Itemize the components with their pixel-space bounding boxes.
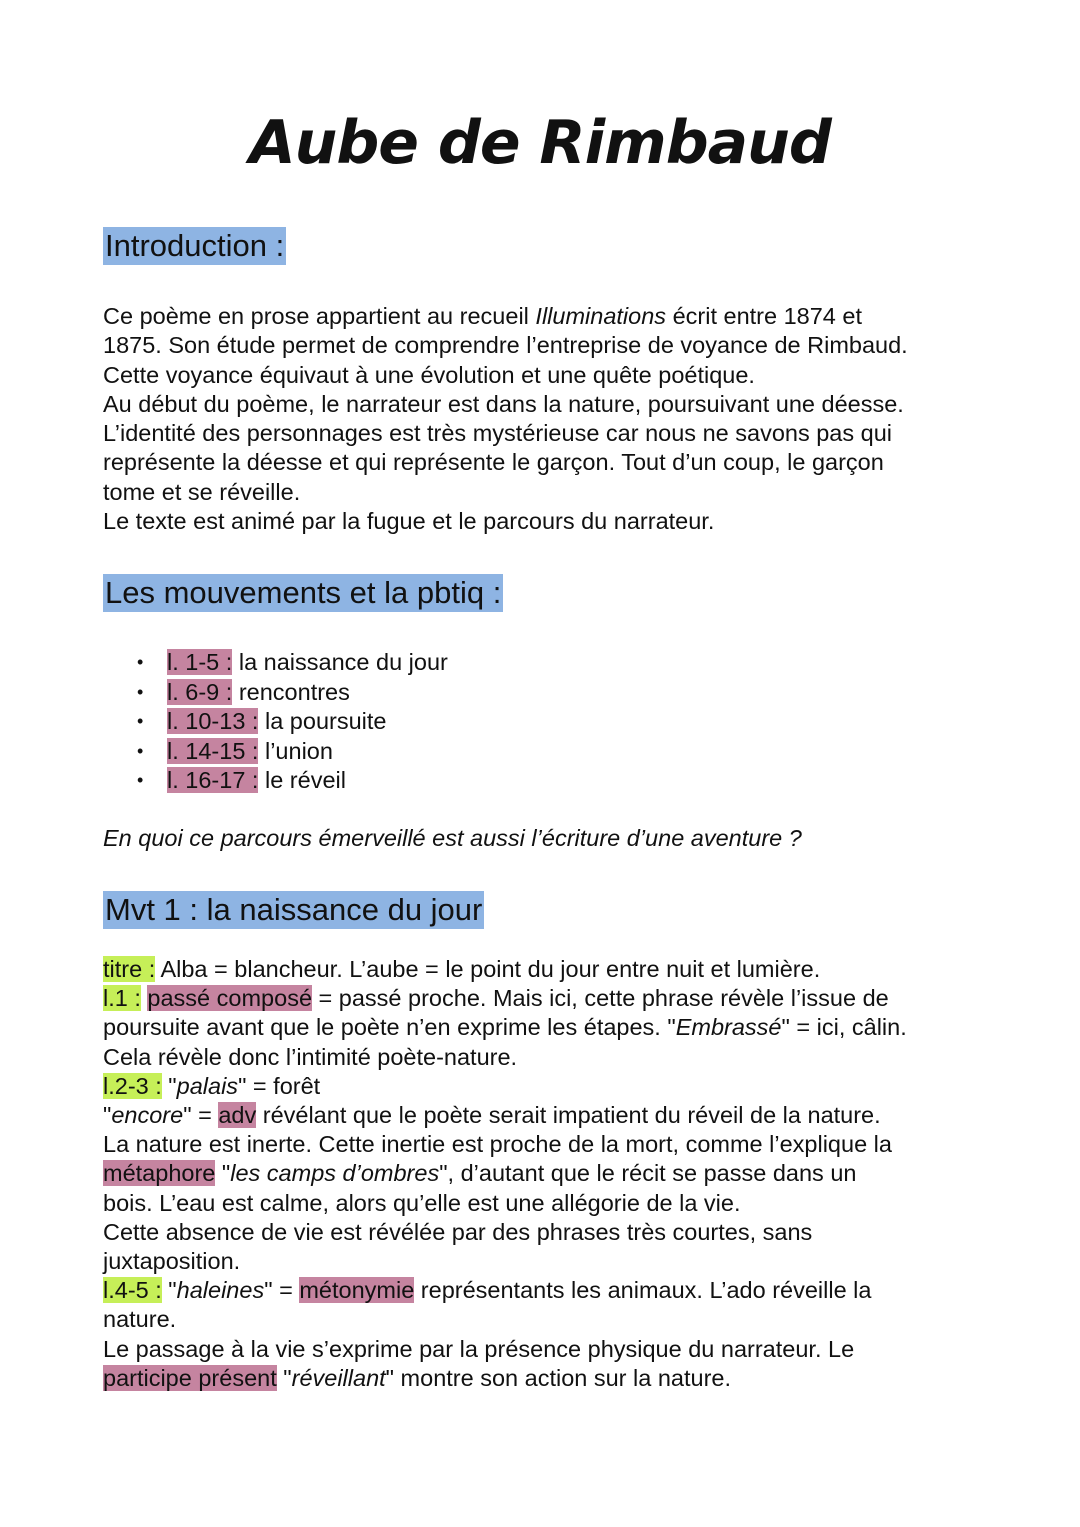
intro-text: Le texte est animé par la fugue et le parcours du narrateur.	[103, 508, 715, 535]
problematic-question: En quoi ce parcours émerveillé est aussi l’écriture d’une aventure ?	[103, 825, 802, 851]
analysis-line	[103, 1276, 1003, 1305]
movement-item	[103, 707, 448, 737]
analysis-line	[103, 1364, 1003, 1393]
line-reference: l.2-3 :	[103, 1072, 162, 1099]
intro-line	[103, 419, 1003, 448]
figure-highlight: passé composé	[147, 985, 313, 1012]
movement-item	[103, 678, 448, 708]
analysis-line	[103, 1130, 1003, 1159]
analysis-text: "	[276, 1364, 292, 1391]
analysis-line	[103, 1072, 1003, 1101]
quote-text: encore	[111, 1102, 184, 1129]
page-title: Aube de Rimbaud	[249, 108, 831, 178]
analysis-text: " =	[264, 1277, 300, 1304]
intro-line	[103, 390, 1003, 419]
bullet-icon: •	[137, 652, 144, 672]
figure-highlight: participe présent	[103, 1364, 277, 1391]
line-reference: l. 14-15 :	[167, 737, 259, 764]
bullet-icon: •	[137, 740, 144, 761]
intro-text: tome et se réveille.	[103, 478, 301, 505]
movement-label: la naissance du jour	[232, 649, 448, 675]
intro-text: Au début du poème, le narrateur est dans la nature, poursuivant une déesse.	[103, 390, 904, 417]
movement-label: l’union	[258, 737, 333, 764]
intro-paragraph	[103, 302, 1003, 536]
movement-label: le réveil	[258, 767, 346, 794]
analysis-text: représentants les animaux. L’ado réveille la	[414, 1277, 872, 1304]
analysis-text: "	[103, 1102, 112, 1129]
bullet-icon: •	[137, 770, 144, 791]
analysis-line	[103, 1335, 1003, 1364]
bullet-icon: •	[137, 711, 144, 732]
intro-line	[103, 302, 1003, 331]
line-reference: l.4-5 :	[103, 1277, 162, 1304]
line-reference: titre :	[103, 956, 156, 982]
analysis-line	[103, 1159, 1003, 1188]
book-title: Illuminations	[535, 303, 667, 329]
intro-text: écrit entre 1874 et	[666, 303, 862, 329]
analysis-text: poursuite avant que le poète n’en exprime les étapes. "	[103, 1014, 676, 1041]
figure-highlight: adv	[218, 1102, 257, 1129]
intro-text: représente la déesse et qui représente le garçon. Tout d’un coup, le garçon	[103, 449, 884, 476]
analysis-text: Le passage à la vie s’exprime par la présence physique du narrateur. Le	[103, 1335, 855, 1362]
line-reference: l. 10-13 :	[167, 708, 259, 735]
quote-text: réveillant	[291, 1364, 386, 1391]
intro-text: L’identité des personnages est très mystérieuse car nous ne savons pas qui	[103, 420, 893, 447]
intro-line	[103, 331, 1003, 360]
analysis-text: Alba = blancheur. L’aube = le point du jour entre nuit et lumière.	[155, 956, 821, 982]
quote-text: les camps d’ombres	[230, 1160, 440, 1187]
quote-text: haleines	[176, 1277, 265, 1304]
analysis-line	[103, 1247, 1003, 1276]
mvt1-analysis	[103, 955, 1003, 1393]
movement-item	[103, 737, 448, 767]
analysis-text: " = forêt	[238, 1072, 321, 1099]
analysis-text: révélant que le poète serait impatient du réveil de la nature.	[256, 1102, 881, 1129]
analysis-line	[103, 1101, 1003, 1130]
analysis-line	[103, 1189, 1003, 1218]
analysis-line	[103, 1218, 1003, 1247]
analysis-text: "	[215, 1160, 231, 1187]
intro-line	[103, 448, 1003, 477]
intro-text: Cette voyance équivaut à une évolution et une quête poétique.	[103, 361, 755, 388]
intro-line	[103, 507, 1003, 536]
movement-item	[103, 648, 448, 678]
movement-label: la poursuite	[258, 708, 387, 735]
line-reference: l. 6-9 :	[167, 678, 233, 705]
analysis-text: juxtaposition.	[103, 1248, 241, 1275]
analysis-text: nature.	[103, 1306, 177, 1333]
analysis-text: ", d’autant que le récit se passe dans un	[439, 1160, 857, 1187]
analysis-text: "	[161, 1072, 177, 1099]
analysis-text: Cette absence de vie est révélée par des phrases très courtes, sans	[103, 1218, 813, 1245]
analysis-text: "	[161, 1277, 177, 1304]
movements-heading: Les mouvements et la pbtiq :	[105, 575, 502, 610]
line-reference: l. 1-5 :	[167, 649, 233, 675]
analysis-text: La nature est inerte. Cette inertie est proche de la mort, comme l’explique la	[103, 1131, 892, 1158]
analysis-line	[103, 1013, 1003, 1042]
analysis-text: " montre son action sur la nature.	[385, 1364, 732, 1391]
analysis-text: " =	[183, 1102, 219, 1129]
figure-highlight: métonymie	[299, 1277, 415, 1304]
movements-list	[103, 648, 448, 796]
analysis-text: Cela révèle donc l’intimité poète-nature.	[103, 1043, 518, 1070]
intro-text: 1875. Son étude permet de comprendre l’entreprise de voyance de Rimbaud.	[103, 332, 908, 359]
analysis-line	[103, 984, 1003, 1013]
analysis-text: bois. L’eau est calme, alors qu’elle est une allégorie de la vie.	[103, 1189, 741, 1216]
quote-text: Embrassé	[675, 1014, 782, 1041]
movement-item	[103, 766, 448, 796]
quote-text: palais	[176, 1072, 239, 1099]
analysis-line	[103, 1043, 1003, 1072]
analysis-text: = passé proche. Mais ici, cette phrase révèle l’issue de	[312, 985, 889, 1012]
intro-text: Ce poème en prose appartient au recueil	[103, 303, 536, 329]
intro-heading: Introduction :	[105, 228, 285, 263]
line-reference: l. 16-17 :	[167, 767, 259, 794]
intro-line	[103, 361, 1003, 390]
analysis-line	[103, 1305, 1003, 1334]
line-reference: l.1 :	[103, 985, 141, 1012]
analysis-text: " = ici, câlin.	[781, 1014, 907, 1041]
movement-label: rencontres	[232, 678, 350, 705]
mvt1-heading: Mvt 1 : la naissance du jour	[105, 892, 483, 927]
figure-highlight: métaphore	[103, 1160, 216, 1187]
intro-line	[103, 478, 1003, 507]
analysis-line	[103, 955, 1003, 984]
bullet-icon: •	[137, 681, 144, 702]
